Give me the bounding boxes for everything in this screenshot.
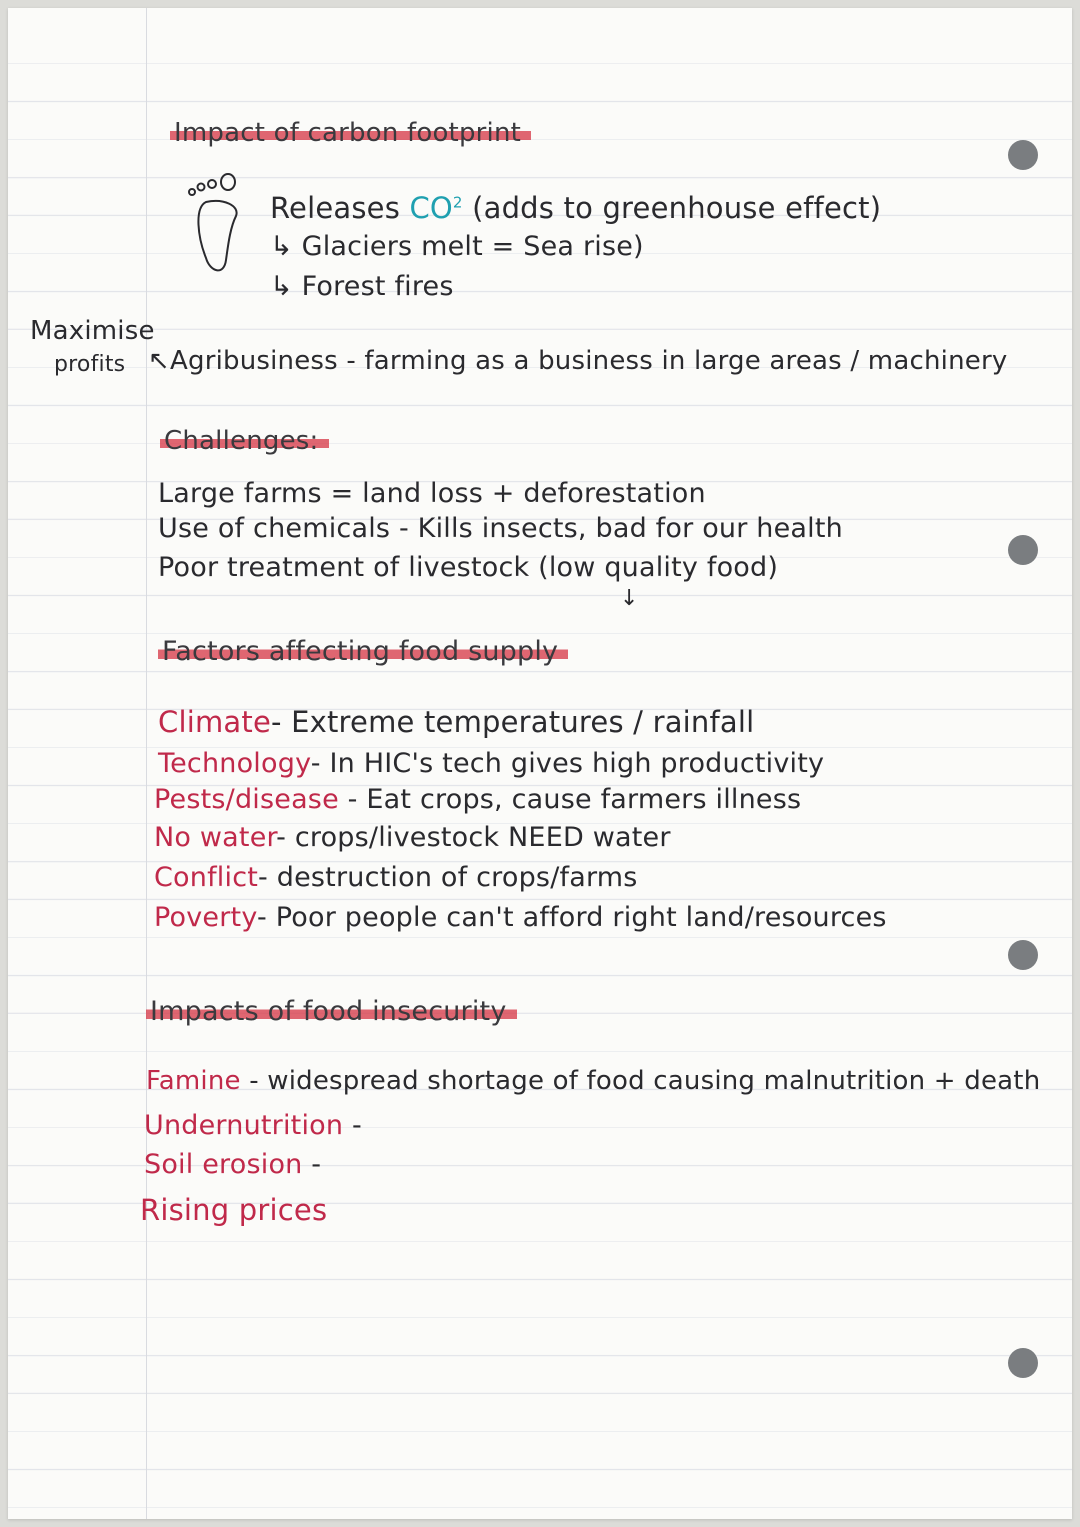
agribusiness-line	[148, 348, 1007, 374]
factor-term: Conflict	[154, 862, 259, 893]
challenge-item: Large farms = land loss + deforestation	[158, 478, 706, 509]
agribusiness-term: Agribusiness	[170, 346, 338, 376]
co2-term	[409, 191, 462, 225]
factor-term: Climate	[158, 705, 271, 739]
factor-text: - Poor people can't afford right land/resources	[257, 902, 887, 933]
factor-item-conflict	[154, 864, 638, 891]
factor-text: - Extreme temperatures / rainfall	[271, 705, 755, 739]
challenge-item: Poor treatment of livestock (low quality food)	[158, 552, 779, 583]
profits-note: profits	[54, 352, 126, 377]
factor-text: - Eat crops, cause farmers illness	[338, 784, 802, 815]
impacts-heading: Impacts of food insecurity	[146, 998, 517, 1027]
factor-item-pests	[154, 786, 801, 813]
margin-line	[146, 8, 147, 1519]
challenges-heading: Challenges:	[160, 428, 329, 456]
notebook-page	[8, 8, 1072, 1519]
impact-text: - widespread shortage of food causing malnutrition + death	[240, 1066, 1041, 1096]
factor-item-water	[154, 824, 671, 851]
factor-term: Poverty	[154, 902, 258, 933]
challenge-item: Use of chemicals - Kills insects, bad for our health	[158, 513, 843, 544]
releases-prefix: Releases	[270, 191, 410, 225]
forest-fires-line: ↳ Forest fires	[270, 271, 454, 302]
co2-subscript: 2	[452, 193, 463, 212]
factors-heading: Factors affecting food supply	[158, 638, 568, 667]
maximise-note: Maximise	[30, 316, 155, 346]
impact-text: -	[302, 1149, 322, 1180]
impact-item-famine	[146, 1068, 1040, 1094]
binder-hole-3	[1008, 940, 1038, 970]
binder-hole-4	[1008, 1348, 1038, 1378]
factor-item-technology	[158, 750, 824, 777]
footprint-icon	[184, 168, 254, 288]
factor-term: Pests/disease	[154, 784, 339, 815]
factor-term: No water	[154, 822, 277, 853]
arrow-up-left-icon: ↖	[148, 346, 170, 376]
factor-text: - destruction of crops/farms	[258, 862, 638, 893]
binder-hole-2	[1008, 535, 1038, 565]
co2-text: CO	[409, 191, 453, 225]
glaciers-melt-line: ↳ Glaciers melt = Sea rise)	[270, 231, 644, 262]
impact-term: Undernutrition	[144, 1110, 344, 1141]
factor-term: Technology	[158, 748, 311, 779]
impact-text: -	[343, 1110, 362, 1141]
impact-item-soil-erosion	[144, 1151, 321, 1178]
impact-item-rising-prices	[140, 1193, 328, 1227]
factor-item-poverty	[154, 904, 887, 931]
releases-suffix: (adds to greenhouse effect)	[462, 191, 882, 225]
down-arrow-icon: ↓	[620, 586, 639, 611]
impact-term: Soil erosion	[144, 1149, 303, 1180]
agribusiness-definition: - farming as a business in large areas / machinery	[337, 346, 1008, 376]
factor-item-climate	[158, 705, 755, 739]
carbon-footprint-heading: Impact of carbon footprint	[170, 120, 531, 148]
impact-item-undernutrition	[144, 1112, 362, 1139]
impact-term: Rising prices	[140, 1193, 328, 1227]
releases-co2-line	[270, 191, 882, 225]
factor-text: - crops/livestock NEED water	[276, 822, 671, 853]
impact-term: Famine	[146, 1066, 241, 1096]
binder-hole-1	[1008, 140, 1038, 170]
factor-text: - In HIC's tech gives high productivity	[310, 748, 825, 779]
